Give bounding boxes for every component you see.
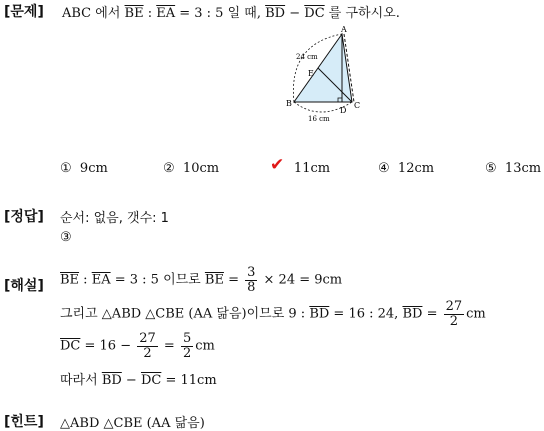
choice-5[interactable]: ⑤ 13cm <box>485 161 542 176</box>
check-mark-icon: ✔ <box>270 155 285 175</box>
label-e: E <box>308 69 314 78</box>
label-d: D <box>340 106 347 115</box>
length-16: 16 cm <box>308 115 330 123</box>
triangle-figure <box>280 22 370 128</box>
segment-bd: $\overline{BD}$ <box>265 6 286 21</box>
fraction: $\frac{27}{2}$ <box>445 299 463 329</box>
choice-2[interactable]: ② 10cm <box>163 161 220 176</box>
triangle-fill <box>294 34 352 102</box>
explanation-line-2: 그리고 △ABD △CBE (AA 닮음)이므로 9 : $\overline{BD} = 16$ : 24, $\overline{BD}$ = $\frac{27}{2}$ cm <box>60 299 486 329</box>
hint-text: △ABD △CBE (AA 닮음) <box>60 416 205 431</box>
explanation-line-1: $\overline{BE}$ : $\overline{EA} = 3$ : 5 이므로 $\overline{BE}$ = $\frac{3}{8}$ × 24 = 9cm <box>60 265 343 295</box>
choice-1[interactable]: ① 9cm <box>60 161 108 176</box>
choice-3[interactable]: ✔ 11cm <box>270 155 331 176</box>
length-24: 24 cm <box>296 53 318 61</box>
explanation-line-4: 따라서 $\overline{BD} - \overline{DC} = 11cm$ <box>60 373 217 388</box>
answer-line-1: 순서: 없음, 갯수: 1 <box>60 211 169 226</box>
choice-4[interactable]: ④ 12cm <box>378 161 435 176</box>
fraction: $\frac{3}{8}$ <box>247 265 256 295</box>
label-b: B <box>286 99 292 108</box>
fraction: $\frac{27}{2}$ <box>139 331 156 361</box>
explanation-line-3: $\overline{DC} = 16$ − $\frac{27}{2}$ = $\frac{5}{2}$ cm <box>60 331 215 361</box>
segment-dc: $\overline{DC}$ <box>304 6 325 21</box>
hint-tag: [힌트] <box>4 414 44 430</box>
segment-be: $\overline{BE}$ <box>124 6 144 21</box>
explanation-tag: [해설] <box>4 278 44 294</box>
problem-tag: [문제] <box>4 4 44 20</box>
segment-ea: $\overline{EA}$ <box>156 6 176 21</box>
label-a: A <box>341 25 347 34</box>
answer-line-2: ③ <box>60 230 72 245</box>
answer-tag: [정답] <box>4 209 44 225</box>
fraction: $\frac{5}{2}$ <box>182 331 192 361</box>
problem-question: ABC 에서 $\overline{BE}$ : $\overline{EA} = 3$ : 5 일 때, $\overline{BD} - \overline{DC}$ 를 구하시오. <box>62 6 400 21</box>
label-c: C <box>354 101 361 110</box>
